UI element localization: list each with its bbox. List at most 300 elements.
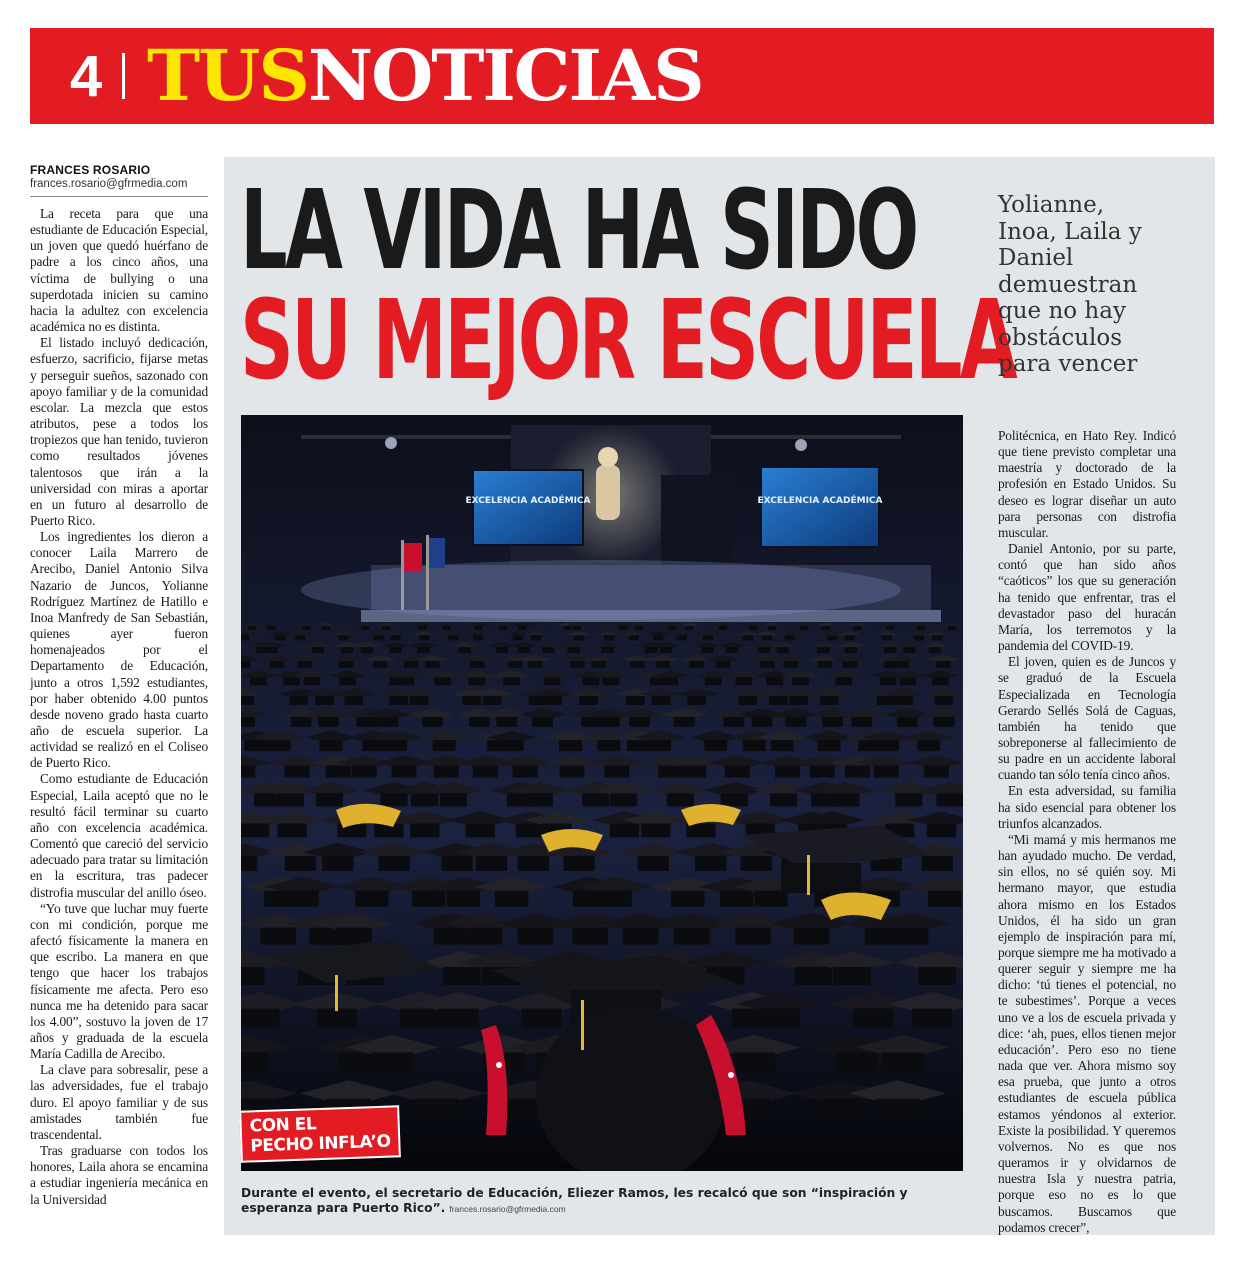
graduate-head bbox=[470, 661, 485, 668]
graduate-head bbox=[818, 661, 833, 668]
byline-divider bbox=[30, 196, 208, 197]
graduate-head bbox=[315, 696, 334, 705]
graduate-head bbox=[766, 677, 783, 685]
graduate-head bbox=[241, 967, 264, 985]
graduate-head bbox=[398, 677, 415, 685]
graduate-head bbox=[677, 635, 687, 640]
graduate-head bbox=[443, 967, 481, 985]
graduate-head bbox=[895, 793, 922, 806]
graduate-head bbox=[627, 740, 650, 751]
graduate-head bbox=[827, 635, 837, 640]
article-paragraph: Como estudiante de Educación Especial, Laila aceptó que no le resultó fácil terminar su cuarto año con excelencia académica. Comentó que careció del servicio adecuado para tratar su limitación en la escritura, tras padecer distrofia muscular del anillo óseo. bbox=[30, 771, 208, 900]
graduate-head bbox=[341, 647, 353, 653]
graduate-head bbox=[384, 740, 407, 751]
graduate-head bbox=[439, 1009, 479, 1028]
graduate-head bbox=[749, 626, 757, 630]
graduate-head bbox=[241, 1009, 280, 1028]
graduate-head bbox=[373, 661, 388, 668]
graduate-head bbox=[752, 717, 773, 727]
graduate-head bbox=[361, 626, 369, 630]
graduate-head bbox=[466, 928, 502, 945]
graduate-head bbox=[658, 766, 683, 778]
graduate-head bbox=[317, 1009, 357, 1028]
graduate-head bbox=[241, 1052, 268, 1072]
graduate-head bbox=[903, 647, 915, 653]
graduate-head bbox=[462, 696, 481, 705]
graduate-head bbox=[597, 740, 620, 751]
graduate-head bbox=[392, 766, 417, 778]
graduate-head bbox=[874, 766, 899, 778]
graduate-head bbox=[785, 635, 795, 640]
graduate-head bbox=[695, 856, 726, 871]
photo-caption bbox=[241, 1186, 963, 1217]
tag-line-2: PECHO INFLA’O bbox=[250, 1131, 391, 1157]
graduate-head bbox=[704, 740, 727, 751]
graduate-head bbox=[610, 824, 639, 838]
graduate-head bbox=[735, 928, 771, 945]
graduate-head bbox=[689, 661, 704, 668]
graduate-head bbox=[526, 793, 553, 806]
graduate-head bbox=[893, 928, 929, 945]
graduate-head bbox=[927, 824, 956, 838]
graduate-head bbox=[629, 635, 639, 640]
deck-line: Inoa, Laila y bbox=[998, 218, 1142, 245]
graduate-head bbox=[513, 635, 523, 640]
graduate-head bbox=[599, 717, 620, 727]
graduate-head bbox=[660, 647, 672, 653]
graduate-head bbox=[474, 626, 482, 630]
graduate-head bbox=[441, 856, 472, 871]
tag-line-1: CON EL bbox=[249, 1114, 317, 1137]
graduate-head bbox=[447, 891, 480, 907]
article-column-left bbox=[30, 206, 208, 1236]
graduate-head bbox=[516, 824, 545, 838]
graduate-head bbox=[378, 856, 409, 871]
graduate-head bbox=[400, 1009, 440, 1028]
graduate-head bbox=[604, 635, 614, 640]
graduate-head bbox=[248, 626, 256, 630]
graduate-head bbox=[241, 661, 250, 668]
graduate-head bbox=[579, 696, 598, 705]
deck-line: que no hay bbox=[998, 298, 1126, 324]
graduate-head bbox=[277, 793, 304, 806]
section-title bbox=[147, 34, 703, 117]
graduate-head bbox=[835, 677, 852, 685]
graduate-head bbox=[260, 928, 296, 945]
graduate-head bbox=[818, 1099, 862, 1120]
graduate-head bbox=[339, 661, 354, 668]
graduate-head bbox=[833, 967, 871, 985]
graduate-head bbox=[845, 766, 870, 778]
graduate-head bbox=[845, 647, 857, 653]
graduate-head bbox=[592, 661, 607, 668]
graduate-head bbox=[800, 626, 808, 630]
graduate-head bbox=[410, 824, 439, 838]
graduate-head bbox=[373, 635, 383, 640]
graduate-head bbox=[382, 626, 390, 630]
graduate-head bbox=[419, 635, 429, 640]
graduate-head bbox=[626, 696, 645, 705]
graduate-head bbox=[775, 766, 800, 778]
graduate-head bbox=[914, 635, 924, 640]
graduate-head bbox=[851, 717, 872, 727]
graduate-head bbox=[880, 677, 897, 685]
graduate-head bbox=[319, 740, 342, 751]
graduate-head bbox=[433, 740, 456, 751]
graduate-head bbox=[241, 696, 254, 705]
graduate-head bbox=[789, 696, 808, 705]
graduate-head bbox=[499, 626, 507, 630]
graduate-head bbox=[318, 717, 339, 727]
graduate-head bbox=[563, 856, 594, 871]
graduate-head bbox=[912, 1009, 952, 1028]
graduate-head bbox=[832, 793, 859, 806]
graduate-head bbox=[518, 928, 554, 945]
photo-tag-badge bbox=[239, 1105, 401, 1163]
graduate-head bbox=[241, 635, 249, 640]
graduate-head bbox=[522, 1009, 562, 1028]
graduate-head bbox=[381, 793, 408, 806]
graduate-head bbox=[496, 647, 508, 653]
section-banner bbox=[30, 28, 1214, 124]
article-paragraph: Los ingredientes los dieron a conocer Laila Marrero de Arecibo, Daniel Antonio Silva Nazario de Juncos, Yolianne Rodríguez Martínez de Hatillo e Inoa Manfredy de San Sebastián, quienes ayer fueron homenajeados por el Departamento de Educación, junto a otros 1,592 estudiantes, por haber obtenido 4.00 puntos desde noveno grado hasta cuarto año de escuela superior. La actividad se realizó en el Coliseo de Puerto Rico. bbox=[30, 529, 208, 771]
graduate-head bbox=[425, 661, 440, 668]
graduate-head bbox=[352, 766, 377, 778]
graduate-head bbox=[544, 677, 561, 685]
article-paragraph: Daniel Antonio, por su parte, contó que han sido años “caóticos” los que su generación ha tenido que enfrentar, tras el devastador paso del huracán María, los terremotos y la pandemia del COVID-19. bbox=[998, 541, 1176, 654]
graduate-head bbox=[532, 717, 553, 727]
graduate-head bbox=[817, 647, 829, 653]
article-paragraph: El listado incluyó dedicación, esfuerzo, sacrificio, fijarse metas y perseguir sueños, sazonado con apoyo familiar y de la comunidad escolar. La mezcla que estos atributos, pese a todos los tropiezos que han tenido, tuvieron como resultados jóvenes talentosos que irán a la universidad con miras a aportar en un futuro al desarrollo de Puerto Rico. bbox=[30, 335, 208, 528]
graduate-head bbox=[275, 635, 285, 640]
graduate-head bbox=[777, 647, 789, 653]
screen-right-label: EXCELENCIA ACADÉMICA bbox=[757, 496, 883, 506]
section-title-noticias: NOTICIAS bbox=[308, 34, 703, 117]
graduate-head bbox=[483, 696, 502, 705]
graduate-head bbox=[265, 647, 277, 653]
graduate-head bbox=[653, 635, 663, 640]
graduate-head bbox=[567, 647, 579, 653]
graduate-head bbox=[448, 635, 458, 640]
graduate-head bbox=[278, 824, 307, 838]
graduate-head bbox=[304, 677, 321, 685]
graduate-head bbox=[598, 891, 631, 907]
graduate-head bbox=[785, 717, 806, 727]
screen-left-label: EXCELENCIA ACADÉMICA bbox=[465, 496, 591, 506]
graduate-head bbox=[440, 793, 467, 806]
graduate-head bbox=[362, 740, 385, 751]
graduate-head bbox=[434, 928, 470, 945]
graduate-head bbox=[743, 635, 753, 640]
graduate-head bbox=[768, 626, 776, 630]
section-title-tus: TUS bbox=[147, 34, 309, 117]
graduate-head bbox=[641, 824, 670, 838]
graduate-head bbox=[843, 661, 858, 668]
graduate-head bbox=[473, 635, 483, 640]
graduate-head bbox=[442, 626, 450, 630]
graduate-head bbox=[496, 717, 517, 727]
graduate-head bbox=[818, 740, 841, 751]
graduate-head bbox=[344, 696, 363, 705]
article-paragraph: En esta adversidad, su familia ha sido esencial para obtener los triunfos alcanzados. bbox=[998, 783, 1176, 831]
graduate-head bbox=[302, 626, 310, 630]
graduate-head bbox=[929, 647, 941, 653]
graduate-head bbox=[932, 677, 949, 685]
graduate-head bbox=[285, 891, 318, 907]
graduate-head bbox=[769, 696, 788, 705]
graduate-head bbox=[685, 626, 693, 630]
graduate-head bbox=[794, 928, 830, 945]
graduate-head bbox=[884, 647, 896, 653]
graduate-head bbox=[285, 766, 310, 778]
graduate-head bbox=[917, 626, 925, 630]
graduate-head bbox=[924, 766, 949, 778]
graduate-head bbox=[918, 967, 956, 985]
graduate-head bbox=[410, 696, 429, 705]
graduate-head bbox=[404, 661, 419, 668]
article-paragraph: La receta para que una estudiante de Educación Especial, un joven que quedó huérfano de padre a los cinco años, una víctima de bullying o una superdotada inicien su camino hacia la adultez con excelencia académica no es distinta. bbox=[30, 206, 208, 335]
graduate-head bbox=[434, 766, 459, 778]
graduate-head bbox=[635, 626, 643, 630]
graduate-head bbox=[418, 626, 426, 630]
article-column-right bbox=[998, 428, 1176, 1240]
graduate-head bbox=[582, 793, 609, 806]
graduate-head bbox=[736, 677, 753, 685]
graduate-head bbox=[933, 717, 954, 727]
article-paragraph: “Mi mamá y mis hermanos me han ayudado mucho. De verdad, sin ellos, no sé quién soy. Mi hermano mayor, que estudia ahora mismo en los Estados Unidos, él ha sido un gran ejemplo de inspiración para mí, porque siempre me ha motivado a querer seguir y siempre me ha dicho: ‘tú tienes el potencial, no te subestimes’. Porque a veces uno ve a los de escuela privada y dice: ‘ah, pues, ellos tienen mejor educación’. Pero eso no tiene nada que ver. Ahora mismo soy esa prueba, que junto a otros estudiantes de escuela pública estamos yéndonos al exterior. Existe la posibilidad. Y queremos volvernos. No es que nos queramos ir y olvidarnos de nuestra Isla y nuestra patria, porque eso no es lo que buscamos. Buscamos que podamos crecer”, bbox=[998, 831, 1176, 1235]
graduate-head bbox=[412, 891, 445, 907]
graduate-head bbox=[876, 740, 899, 751]
graduate-head bbox=[810, 766, 835, 778]
graduate-head bbox=[936, 793, 963, 806]
graduate-head bbox=[738, 696, 757, 705]
graduate-head bbox=[719, 626, 727, 630]
graduate-head bbox=[667, 793, 694, 806]
graduate-head bbox=[417, 647, 429, 653]
banner-divider bbox=[122, 53, 125, 99]
graduate-head bbox=[268, 740, 291, 751]
graduate-head bbox=[882, 635, 892, 640]
graduate-head bbox=[390, 635, 400, 640]
graduate-head bbox=[629, 717, 650, 727]
graduate-head bbox=[389, 696, 408, 705]
graduate-head bbox=[619, 626, 627, 630]
caption-credit: frances.rosario@gfrmedia.com bbox=[449, 1204, 566, 1214]
graduate-head bbox=[458, 647, 470, 653]
graduate-head bbox=[241, 766, 255, 778]
graduate-head bbox=[241, 856, 257, 871]
graduate-head bbox=[721, 793, 748, 806]
graduate-head bbox=[518, 856, 549, 871]
graduate-head bbox=[434, 677, 451, 685]
graduate-head bbox=[917, 740, 940, 751]
deck-line: demuestran bbox=[998, 271, 1138, 298]
page-number: 4 bbox=[70, 43, 101, 109]
graduate-head bbox=[741, 856, 772, 871]
graduate-head bbox=[771, 740, 794, 751]
graduate-head bbox=[932, 635, 942, 640]
article-paragraph: El joven, quien es de Juncos y se graduó de la Escuela Especializada en Tecnología Gerardo Sellés Solá de Caguas, también ha tenido que sobreponerse al fallecimiento de su padre en un accidente laboral cuando tan sólo tenía cinco años. bbox=[998, 654, 1176, 783]
graduate-head bbox=[322, 626, 330, 630]
graduate-head bbox=[723, 717, 744, 727]
graduate-head bbox=[250, 677, 267, 685]
graduate-head bbox=[570, 661, 585, 668]
article-paragraph: La clave para sobresalir, pese a las adversidades, fue el trabajo duro. El apoyo familiar y de sus amistades también fue trascendental. bbox=[30, 1062, 208, 1142]
graduate-head bbox=[686, 824, 715, 838]
graduate-head bbox=[337, 824, 366, 838]
deck-line: Daniel bbox=[998, 245, 1074, 271]
graduate-head bbox=[361, 647, 373, 653]
graduate-head bbox=[495, 891, 528, 907]
byline-author: FRANCES ROSARIO bbox=[30, 163, 151, 177]
graduate-head bbox=[733, 1052, 775, 1072]
graduate-head bbox=[291, 717, 312, 727]
graduate-head bbox=[760, 661, 775, 668]
headline-line-1: LA VIDA HA SIDO bbox=[240, 166, 917, 294]
graduate-head bbox=[638, 856, 669, 871]
graduate-head bbox=[656, 661, 671, 668]
graduate-head bbox=[316, 793, 343, 806]
graduate-head bbox=[875, 1099, 919, 1120]
graduate-head bbox=[674, 717, 695, 727]
graduate-head bbox=[513, 766, 538, 778]
graduate-head bbox=[508, 661, 523, 668]
graduate-head bbox=[928, 891, 961, 907]
headline-line-2: SU MEJOR ESCUELA bbox=[240, 276, 1015, 404]
graduate-head bbox=[687, 696, 706, 705]
graduate-head bbox=[295, 635, 305, 640]
graduate-head bbox=[338, 635, 348, 640]
graduate-head bbox=[668, 626, 676, 630]
graduate-head bbox=[473, 766, 498, 778]
graduate-head bbox=[241, 717, 255, 727]
graduate-head bbox=[703, 635, 713, 640]
graduate-head bbox=[528, 661, 543, 668]
graduate-head bbox=[543, 696, 562, 705]
graduate-head bbox=[583, 677, 600, 685]
graduate-head bbox=[270, 661, 285, 668]
graduate-head bbox=[241, 824, 269, 838]
graduate-head bbox=[542, 647, 554, 653]
graduate-head bbox=[652, 696, 671, 705]
graduate-head bbox=[948, 626, 956, 630]
graduate-head bbox=[469, 717, 490, 727]
graduate-head bbox=[604, 766, 629, 778]
graduate-head bbox=[894, 696, 913, 705]
graduate-head bbox=[336, 928, 372, 945]
graduate-head bbox=[289, 696, 308, 705]
graduate-head bbox=[357, 717, 378, 727]
graduate-head bbox=[603, 677, 620, 685]
graduate-head bbox=[754, 891, 787, 907]
graduate-head bbox=[411, 793, 438, 806]
graduate-head bbox=[726, 647, 738, 653]
graduate-head bbox=[936, 661, 951, 668]
graduate-head bbox=[720, 891, 753, 907]
graduate-head bbox=[389, 647, 401, 653]
article-paragraph: Tras graduarse con todos los honores, Laila ahora se encamina a estudiar ingeniería mecánica en la Universidad bbox=[30, 1143, 208, 1207]
graduate-head bbox=[792, 677, 809, 685]
graduate-head bbox=[573, 635, 583, 640]
graduate-head bbox=[743, 740, 766, 751]
graduate-head bbox=[836, 1052, 878, 1072]
graduate-head bbox=[610, 793, 637, 806]
graduate-head bbox=[559, 740, 582, 751]
graduate-head bbox=[645, 647, 657, 653]
graduate-head bbox=[283, 677, 300, 685]
graduate-head bbox=[466, 824, 495, 838]
graduate-head bbox=[758, 647, 770, 653]
graduate-head bbox=[563, 626, 571, 630]
caption-text: Durante el evento, el secretario de Educación, Eliezer Ramos, les recalcó que son “inspiración y esperanza para Puerto Rico”. bbox=[241, 1186, 908, 1215]
graduate-head bbox=[705, 677, 722, 685]
graduate-head bbox=[853, 626, 861, 630]
deck-line: obstáculos bbox=[998, 324, 1123, 351]
graduate-head bbox=[760, 1009, 800, 1028]
graduate-head bbox=[517, 647, 529, 653]
graduate-head bbox=[371, 1052, 413, 1072]
graduate-head bbox=[900, 677, 917, 685]
graduate-head bbox=[716, 661, 731, 668]
graduate-head bbox=[339, 677, 356, 685]
graduate-head bbox=[794, 967, 832, 985]
graduate-head bbox=[648, 740, 671, 751]
graduation-photo bbox=[241, 415, 963, 1171]
graduate-head bbox=[244, 740, 267, 751]
graduate-head bbox=[519, 626, 527, 630]
graduate-head bbox=[285, 856, 316, 871]
graduate-head bbox=[897, 717, 918, 727]
byline-email: frances.rosario@gfrmedia.com bbox=[30, 178, 188, 190]
graduate-head bbox=[601, 647, 613, 653]
graduate-head bbox=[531, 635, 541, 640]
graduate-head bbox=[894, 661, 909, 668]
deck-line: para vencer bbox=[998, 351, 1138, 377]
graduate-head bbox=[503, 677, 520, 685]
graduate-head bbox=[326, 766, 351, 778]
graduate-head bbox=[322, 856, 353, 871]
graduate-head bbox=[784, 661, 799, 668]
article-paragraph: Politécnica, en Hato Rey. Indicó que tiene previsto completar una maestría y doctorado de la profesión en Estado Unidos. Su deseo es lograr diseñar un auto para personas con distrofia muscular. bbox=[998, 428, 1176, 540]
graduate-head bbox=[267, 626, 275, 630]
graduate-head bbox=[822, 717, 843, 727]
graduate-head bbox=[662, 677, 679, 685]
graduate-head bbox=[820, 696, 839, 705]
headline-deck bbox=[998, 192, 1198, 378]
graduate-head bbox=[378, 717, 399, 727]
graduate-head bbox=[671, 891, 704, 907]
graduate-head bbox=[935, 696, 954, 705]
graduate-head bbox=[476, 856, 507, 871]
graduate-head bbox=[559, 766, 584, 778]
graduate-head bbox=[312, 647, 324, 653]
graduate-head bbox=[853, 1009, 893, 1028]
graduate-head bbox=[630, 661, 645, 668]
graduate-head bbox=[725, 766, 750, 778]
graduation-scene-image bbox=[241, 415, 963, 1171]
graduate-head bbox=[297, 661, 312, 668]
graduate-head bbox=[469, 677, 486, 685]
graduate-head bbox=[922, 856, 953, 871]
deck-line: Yolianne, bbox=[998, 192, 1105, 218]
graduate-head bbox=[762, 635, 772, 640]
graduate-head bbox=[882, 1052, 924, 1072]
graduate-head bbox=[573, 626, 581, 630]
article-paragraph: “Yo tuve que luchar muy fuerte con mi condición, porque me afectó físicamente la manera en que escribo. La manera en que tengo que hacer los trabajos físicamente me afecta. Pero eso nunca me ha detenido para sacar los 4.00”, sostuvo la joven de 17 años y graduada de la escuela María Cadilla de Arecibo. bbox=[30, 900, 208, 1062]
graduate-head bbox=[415, 1099, 459, 1120]
graduate-head bbox=[886, 626, 894, 630]
graduate-head bbox=[701, 647, 713, 653]
